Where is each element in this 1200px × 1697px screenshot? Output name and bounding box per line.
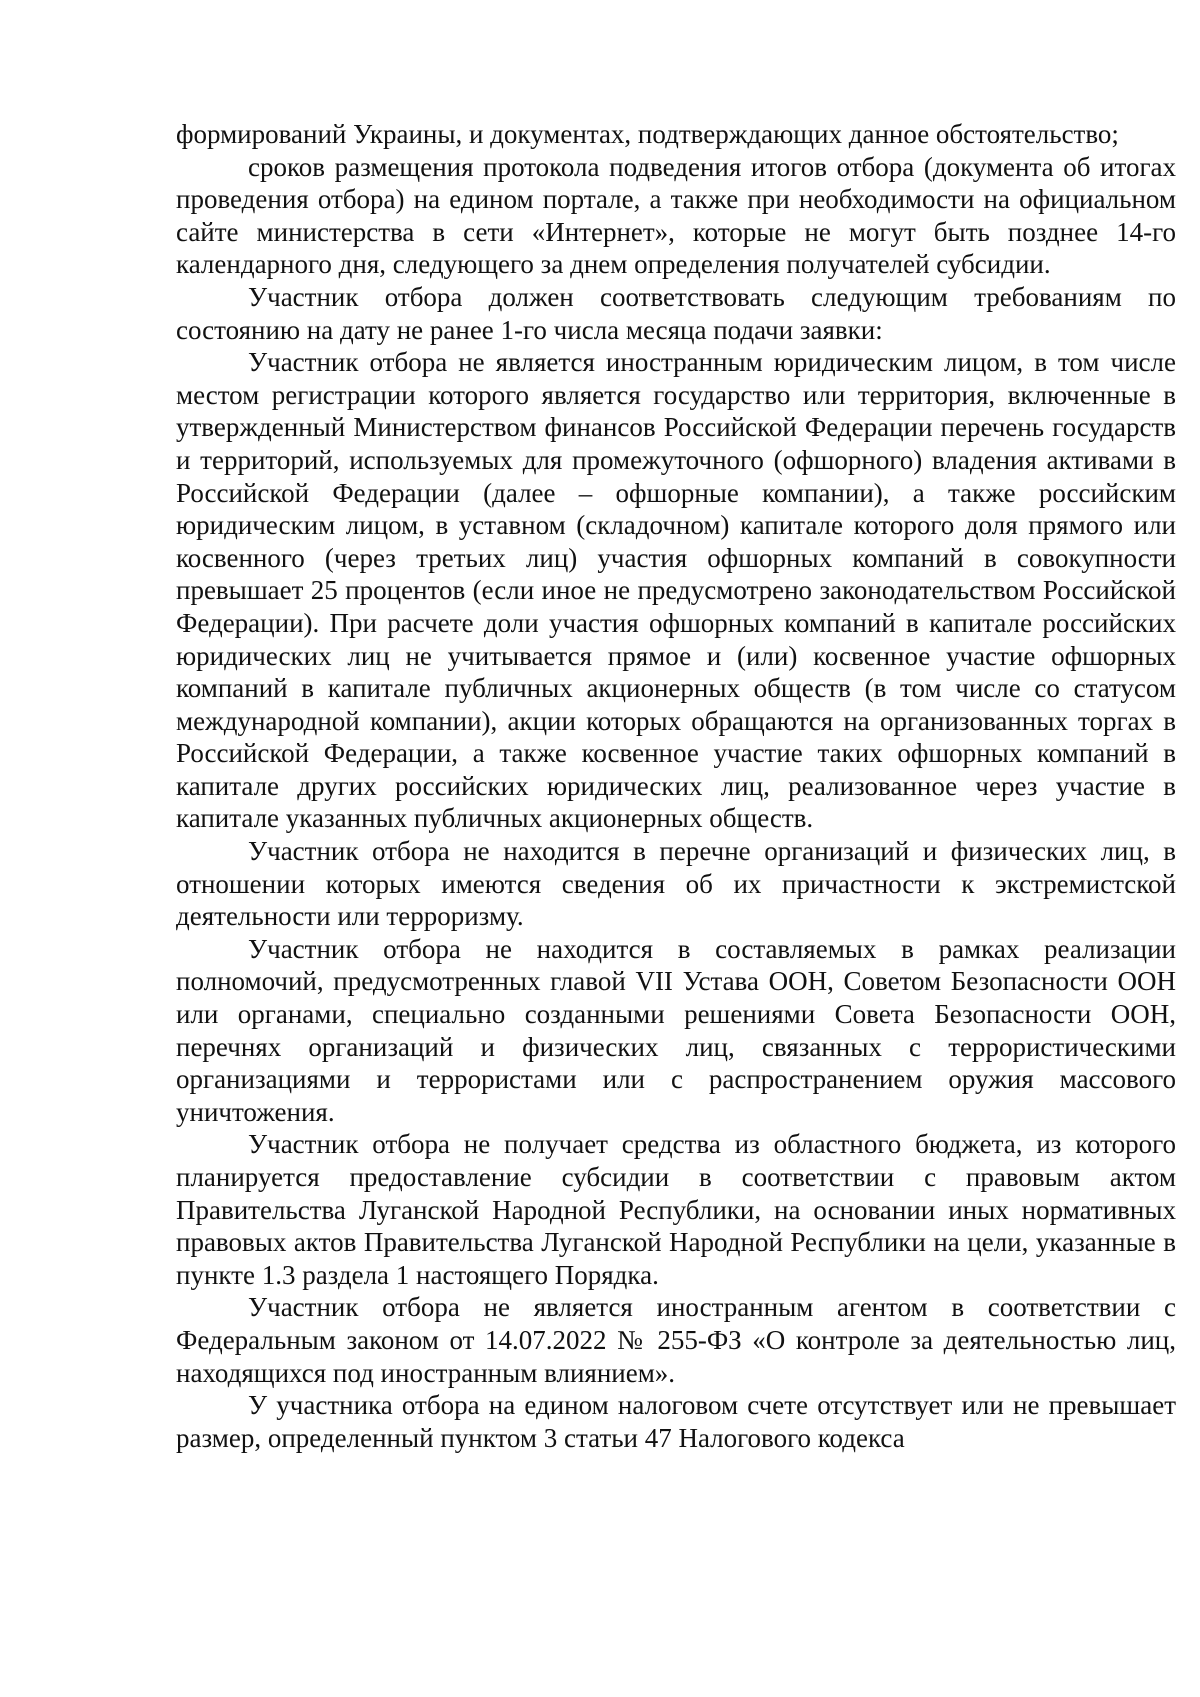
paragraph-extremism-requirement: Участник отбора не находится в перечне организаций и физических лиц, в отношении которых имеются сведения об их причастности к экстремистской деятельности или терроризму. — [176, 836, 1176, 932]
paragraph-un-sanctions-requirement: Участник отбора не находится в составляемых в рамках реализации полномочий, предусмотренных главой VII Устава ООН, Советом Безопасности ООН или органами, специально созданными решениями Совета Безопасности ООН, перечнях организаций и физических лиц, связанных с террористическими организациями и террористами или с распространением оружия массового уничтожения. — [176, 933, 1176, 1127]
paragraph-requirements-intro: Участник отбора должен соответствовать следующим требованиям по состоянию на дату не ранее 1-го числа месяца подачи заявки: — [176, 281, 1176, 345]
paragraph-tax-account-requirement: У участника отбора на едином налоговом счете отсутствует или не превышает размер, определенный пунктом 3 статьи 47 Налогового кодекса — [176, 1390, 1176, 1453]
paragraph-budget-funds-requirement: Участник отбора не получает средства из областного бюджета, из которого планируется предоставление субсидии в соответствии с правовым актом Правительства Луганской Народной Республики, на основании иных нормативных правовых актов Правительства Луганской Народной Республики на цели, указанные в пункте 1.3 раздела 1 настоящего Порядка. — [176, 1129, 1176, 1290]
paragraph-offshore-requirement: Участник отбора не является иностранным юридическим лицом, в том числе местом регистрации которого является государство или территория, включенные в утвержденный Министерством финансов Российской Федерации перечень государств и территорий, используемых для промежуточного (офшорного) владения активами в Российской Федерации (далее – офшорные компании), а также российским юридическим лицом, в уставном (складочном) капитале которого доля прямого или косвенного (через третьих лиц) участия офшорных компаний в совокупности превышает 25 процентов (если иное не предусмотрено законодательством Российской Федерации). При расчете доли участия офшорных компаний в капитале российских юридических лиц не учитывается прямое и (или) косвенное участие офшорных компаний в капитале публичных акционерных обществ (в том числе со статусом международной компании), акции которых обращаются на организованных торгах в Российской Федерации, а также косвенное участие таких офшорных компаний в капитале других российских юридических лиц, реализованное через участие в капитале указанных публичных акционерных обществ. — [176, 347, 1176, 834]
paragraph-protocol-deadlines: сроков размещения протокола подведения итогов отбора (документа об итогах проведения отбора) на едином портале, а также при необходимости на официальном сайте министерства в сети «Интернет», которые не могут быть позднее 14-го календарного дня, следующего за днем определения получателей субсидии. — [176, 151, 1176, 280]
document-body — [176, 118, 1176, 1454]
paragraph-foreign-agent-requirement: Участник отбора не является иностранным агентом в соответствии с Федеральным законом от 14.07.2022 № 255-ФЗ «О контроле за деятельностью лиц, находящихся под иностранным влиянием». — [176, 1292, 1176, 1388]
paragraph-continuation: формирований Украины, и документах, подтверждающих данное обстоятельство; — [176, 119, 1119, 149]
